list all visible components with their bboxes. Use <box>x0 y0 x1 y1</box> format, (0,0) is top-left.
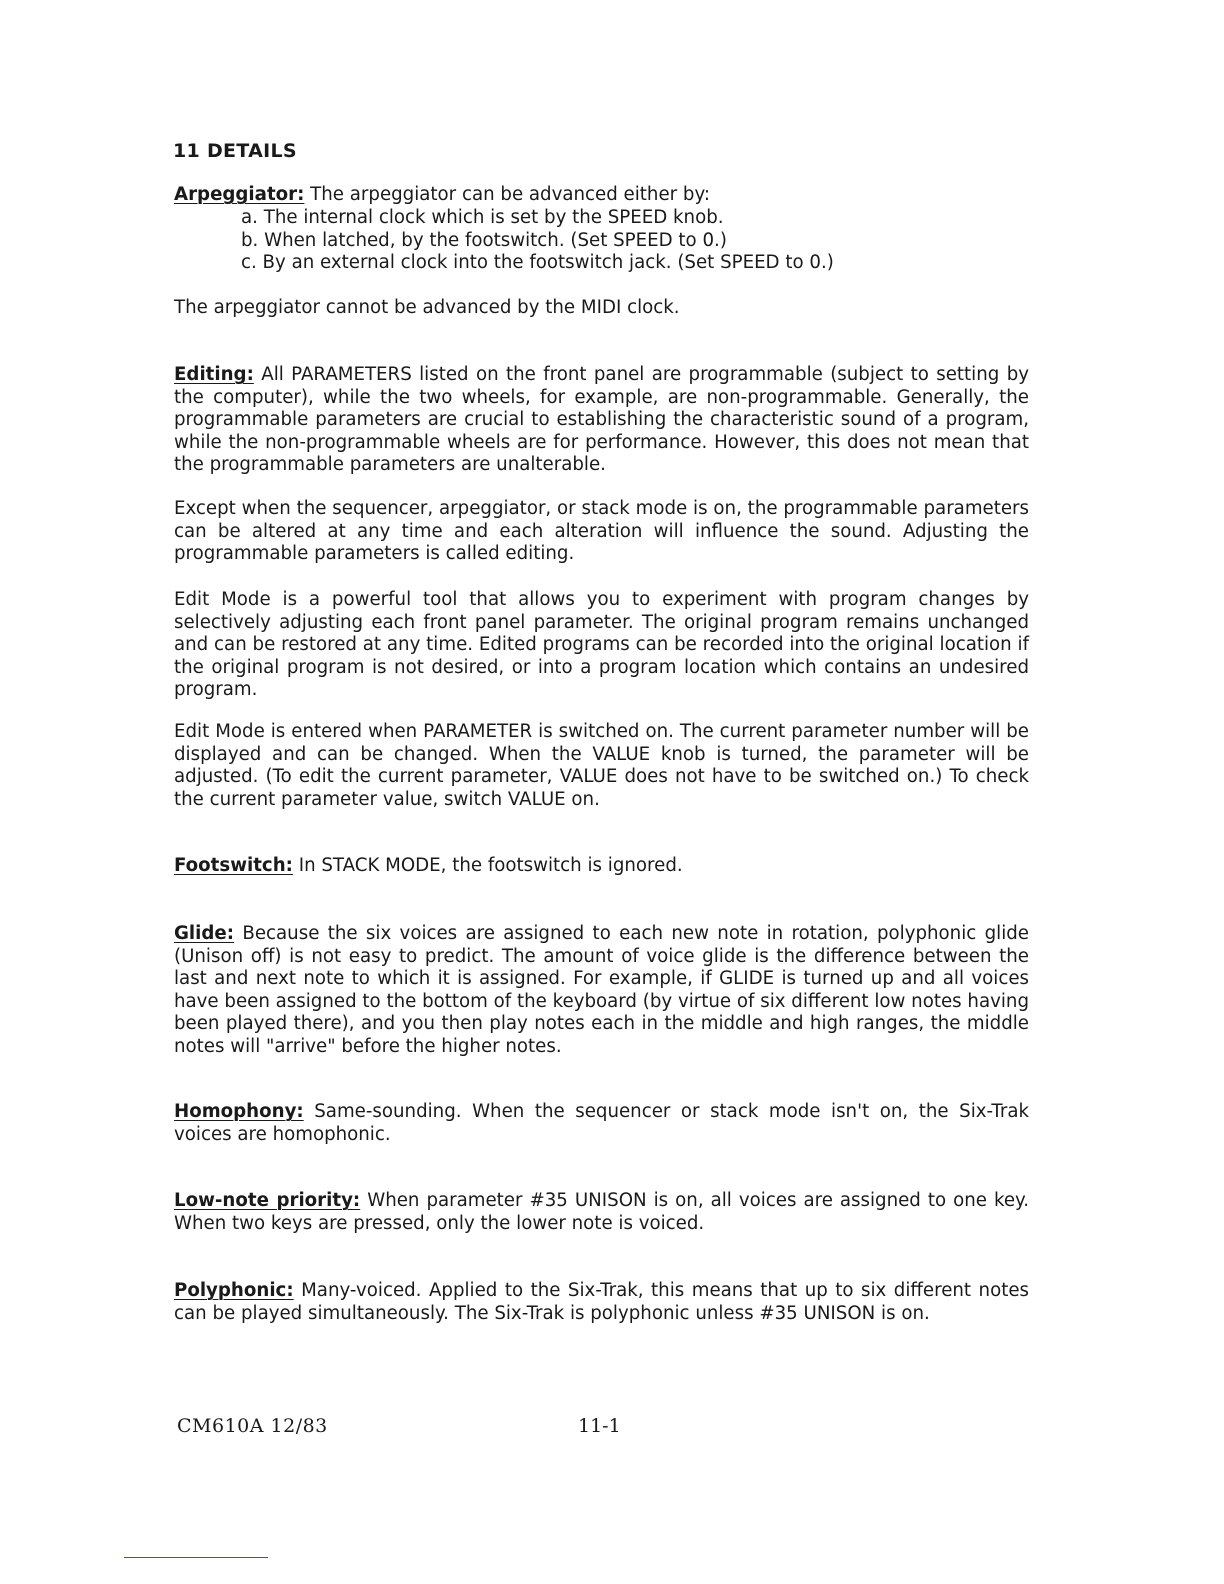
homophony-entry <box>174 1101 1029 1146</box>
footer-document-id: CM610A 12/83 <box>177 1415 328 1437</box>
polyphonic-entry <box>174 1280 1029 1325</box>
editing-term: Editing: <box>174 364 254 385</box>
polyphonic-text: Many-voiced. Applied to the Six-Trak, this means that up to six different notes can be played simultaneously. The Six-Trak is polyphonic unless #35 UNISON is on. <box>174 1280 1029 1324</box>
edge-divider <box>124 1557 268 1558</box>
arpeggiator-term: Arpeggiator: <box>174 184 305 205</box>
low-note-priority-term: Low-note priority: <box>174 1190 361 1211</box>
glide-term: Glide: <box>174 923 235 944</box>
low-note-priority-text: When parameter #35 UNISON is on, all voices are assigned to one key. When two keys are pressed, only the lower note is voiced. <box>174 1190 1029 1234</box>
list-item: b. When latched, by the footswitch. (Set SPEED to 0.) <box>241 229 727 251</box>
arpeggiator-intro-text: The arpeggiator can be advanced either by: <box>304 184 711 205</box>
editing-paragraph-1 <box>174 364 1029 477</box>
editing-paragraph-3: Edit Mode is a powerful tool that allows you to experiment with program changes by selectively adjusting each front panel parameter. The original program remains unchanged and can be restored at any time. Edited programs can be recorded into the original location if the original program is not desired, or into a program location which contains an undesired program. <box>174 589 1029 701</box>
homophony-text: Same-sounding. When the sequencer or stack mode isn't on, the Six-Trak voices are homophonic. <box>174 1101 1029 1145</box>
arpeggiator-intro <box>174 184 1029 207</box>
editing-text: All PARAMETERS listed on the front panel are programmable (subject to setting by the computer), while the two wheels, for example, are non-programmable. Generally, the programmable parameters are crucial to establishing the characteristic sound of a program, while the non-programmable wheels are for performance. However, this does not mean that the programmable parameters are unalterable. <box>174 364 1029 476</box>
polyphonic-term: Polyphonic: <box>174 1280 294 1301</box>
glide-text: Because the six voices are assigned to each new note in rotation, polyphonic glide (Unison off) is not easy to predict. The amount of voice glide is the difference between the last and next note to which it is assigned. For example, if GLIDE is turned up and all voices have been assigned to the bottom of the keyboard (by virtue of six different low notes having been played there), and you then play notes each in the middle and high ranges, the middle notes will "arrive" before the higher notes. <box>174 923 1029 1057</box>
list-item: a. The internal clock which is set by the SPEED knob. <box>241 207 724 228</box>
editing-paragraph-2: Except when the sequencer, arpeggiator, or stack mode is on, the programmable parameters can be altered at any time and each alteration will influence the sound. Adjusting the programmable parameters is called editing. <box>174 498 1029 565</box>
footswitch-text: In STACK MODE, the footswitch is ignored. <box>292 855 683 876</box>
low-note-priority-entry <box>174 1190 1029 1235</box>
arpeggiator-list <box>241 207 834 275</box>
arpeggiator-note: The arpeggiator cannot be advanced by the MIDI clock. <box>174 297 680 318</box>
homophony-term: Homophony: <box>174 1101 304 1122</box>
footswitch-entry <box>174 855 1029 878</box>
section-heading: 11 DETAILS <box>173 140 297 162</box>
glide-entry <box>174 923 1029 1059</box>
footswitch-term: Footswitch: <box>174 855 293 876</box>
editing-paragraph-4: Edit Mode is entered when PARAMETER is switched on. The current parameter number will be displayed and can be changed. When the VALUE knob is turned, the parameter will be adjusted. (To edit the current parameter, VALUE does not have to be switched on.) To check the current parameter value, switch VALUE on. <box>174 721 1029 810</box>
list-item: c. By an external clock into the footswitch jack. (Set SPEED to 0.) <box>241 252 834 274</box>
footer-page-number: 11-1 <box>578 1415 621 1437</box>
